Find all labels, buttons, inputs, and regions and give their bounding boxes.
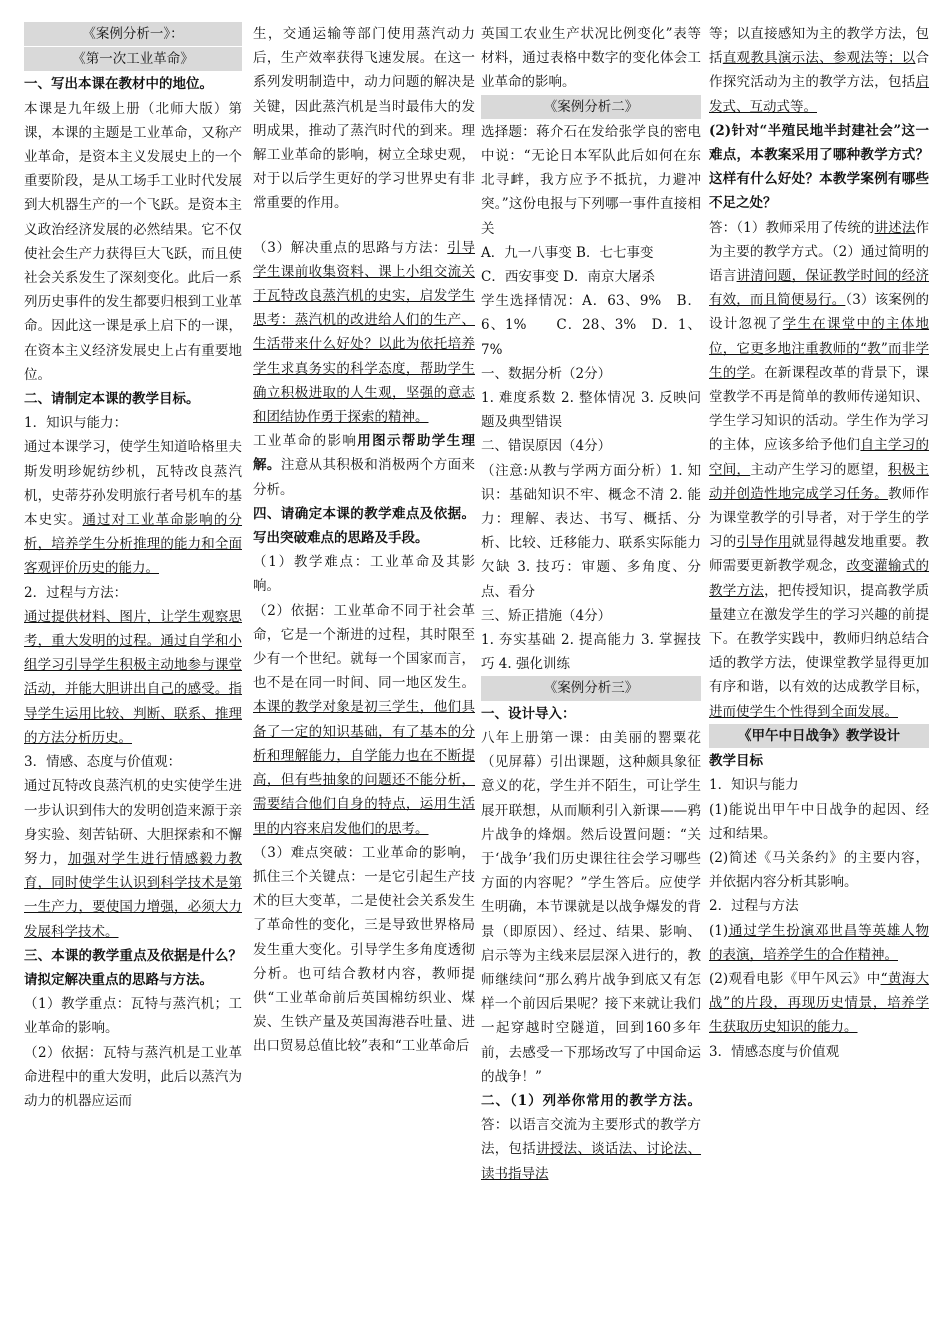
goal-heading: 3．情感、态度与价值观： [24, 754, 182, 771]
objective-heading: 2．过程与方法 [709, 898, 799, 915]
section-heading: 二、错误原因（4分） [481, 438, 612, 455]
paragraph: （1）教学难点：工业革命及其影响。 [253, 554, 475, 595]
question-2: 二、请制定本课的教学目标。 [24, 391, 200, 408]
paragraph: （3）解决重点的思路与方法：引导学生课前收集资料、课上小组交流关于瓦特改良蒸汽机的史实，启发学生思考：蒸汽机的改进给人们的生产、生活带来什么好处？以此为依托培养学生求真务实的科学态度，帮助学生确立积极进取的人生观，坚强的意志和团结协作勇于探索的精神。 [253, 239, 476, 426]
paragraph: （注意:从教与学两方面分析）1. 知识：基础知识不牢、概念不清 2. 能力：理解、表达、书写、概括、分析、比较、迁移能力、联系实际能力欠缺 3. 技巧：审题、多角度、分点、看分 [481, 462, 701, 600]
objective-heading: 3．情感态度与价值观 [709, 1043, 840, 1060]
paragraph: (2)观看电影《甲午风云》中“黄海大战”的片段，再现历史情景，培养学生获取历史知识的能力。 [709, 970, 930, 1036]
case1-title: 《案例分析一》： [24, 22, 242, 46]
case3-title: 《案例分析三》 [481, 676, 701, 700]
objectives-heading: 教学目标 [709, 753, 763, 770]
question-1: 一、设计导入： [481, 705, 576, 722]
paragraph: (1)通过学生扮演邓世昌等英雄人物的表演，培养学生的合作精神。 [709, 922, 929, 963]
question: (2)针对“半殖民地半封建社会”这一难点，本教案采用了哪种教学方式？这样有什么好处？本教学案例有哪些不足之处？ [709, 122, 929, 212]
question-3: 三、本课的教学重点及依据是什么？请拟定解决重点的思路与方法。 [24, 947, 242, 988]
objective-heading: 1．知识与能力 [709, 777, 799, 794]
paragraph: （2）依据：工业革命不同于社会革命，它是一个渐进的过程，其时限至少有一个世纪。就每一个国家而言，也不是在同一时间、同一地区发生。本课的教学对象是初三学生，他们具备了一定的知识基础，有了基本的分析和理解能力，自学能力也在不断提高，但有些抽象的问题还不能分析，需要结合他们自身的特点，运用生活里的内容来启发他们的思考。 [253, 602, 475, 837]
paragraph: 本课是九年级上册（北师大版）第课，本课的主题是工业革命，又称产业革命，是资本主义发展史上的一个重要阶段，是从工场手工业时代发展到大机器生产的一个飞跃。是资本主义政治经济发展的必然结果。它不仅使社会生产力获得巨大飞跃，而且使社会关系发生了深刻变化。此后一系列历史事件的发生都要归根到工业革命。因此这一课是承上启下的一课，在资本主义经济发展史上占有重要地位。 [24, 100, 242, 383]
question-4: 四、请确定本课的教学难点及依据。写出突破难点的思路及手段。 [253, 505, 475, 547]
question-1: 一、写出本课在教材中的地位。 [24, 76, 213, 93]
paragraph: 答：（1）教师采用了传统的讲述法作为主要的教学方式。（2）通过简明的语言讲清问题，保证教学时间的经济有效，而且简便易行。（3）该案例的设计忽视了学生在课堂中的主体地位，它更多地注重教师的“教”而非学生的学。在新课程改革的背景下，课堂教学不再是简单的教师传递知识、学生学习知识的活动。学生作为学习的主体，应该多给予他们自主学习的空间，主动产生学习的愿望，积极主动并创造性地完成学习任务。教师作为课堂教学的引导者，对于学生的学习的引导作用就显得越发地重要。教师需要更新教学观念，改变灌输式的教学方法，把传授知识，提高教学质量建立在激发学生的学习兴趣的前提下。在教学实践中，教师归纳总结合适的教学方法，使课堂教学显得更加有序和谐，以有效的达成教学目标，进而使学生个性得到全面发展。 [709, 219, 930, 720]
section-heading: 一、数据分析（2分） [481, 365, 612, 382]
paragraph: 1. 夯实基础 2. 提高能力 3. 掌握技巧 4. 强化训练 [481, 632, 701, 673]
case1-subtitle: 《第一次工业革命》 [24, 47, 242, 71]
goal-heading: 2．过程与方法： [24, 584, 128, 601]
paragraph: 学生选择情况：A．63、9% B．6、1% C．28、3% D．1、7% [481, 293, 701, 358]
column-2 [253, 22, 475, 1059]
paragraph: 通过提供材料、图片，让学生观察思考，重大发明的过程。通过自学和小组学习引导学生积极主动地参与课堂活动，并能大胆讲出自己的感受。指导学生运用比较、判断、联系、推理的方法分析历史。 [24, 608, 242, 746]
lesson-title: 《甲午中日战争》教学设计 [709, 724, 929, 748]
paragraph: 生，交通运输等部门使用蒸汽动力后，生产效率获得飞速发展。在这一系列发明制造中，动力问题的解决是关键，因此蒸汽机是当时最伟大的发明成果，推动了蒸汽时代的到来。理解工业革命的影响，树立全球史观，对于以后学生更好的学习世界史有非常重要的作用。 [253, 26, 475, 212]
column-3 [481, 22, 701, 1186]
paragraph: 选择题：蒋介石在发给张学良的密电中说：“无论日本军队此后如何在东北寻衅，我方应予不抵抗，力避冲突。”这份电报与下列哪一事件直接相关 A．九一八事变 B．七七事变 C．西安事变 D．南京大屠杀 [481, 123, 701, 286]
paragraph: 二、（1）列举你常用的教学方法。 答：以语言交流为主要形式的教学方法，包括讲授法、谈话法、讨论法、读书指导法 [481, 1092, 702, 1182]
case2-title: 《案例分析二》 [481, 95, 701, 119]
paragraph: （2）依据：瓦特与蒸汽机是工业革命进程中的重大发明，此后以蒸汽为动力的机器应运而 [24, 1044, 242, 1109]
paragraph: 1. 难度系数 2. 整体情况 3. 反映问题及典型错误 [481, 390, 701, 431]
paragraph: 工业革命的影响用图示帮助学生理解。注意从其积极和消极两个方面来分析。 [253, 433, 476, 498]
paragraph: 通过本课学习，使学生知道哈格里夫斯发明珍妮纺纱机，瓦特改良蒸汽机，史蒂芬孙发明旅行者号机车的基本史实。通过对工业革命影响的分析，培养学生分析推理的能力和全面客观评价历史的能力。 [24, 439, 243, 577]
paragraph: 通过瓦特改良蒸汽机的史实使学生进一步认识到伟大的发明创造来源于亲身实验、刻苦钻研、大胆探索和不懈努力，加强对学生进行情感毅力教育，同时使学生认识到科学技术是第一生产力，要使国力增强，必须大力发展科学技术。 [24, 778, 243, 940]
paragraph: (1)能说出甲午中日战争的起因、经过和结果。 [709, 801, 929, 842]
paragraph: （3）难点突破：工业革命的影响，抓住三个关键点：一是它引起生产技术的巨大变革，二是使社会关系发生了革命性的变化，三是导致世界格局发生重大变化。引导学生多角度透彻分析。也可结合教材内容，教师提供“工业革命前后英国棉纺织业、煤炭、生铁产量及英国海港吞吐量、进出口贸易总值比较”表和“工业革命后 [253, 844, 475, 1055]
paragraph: 英国工农业生产状况比例变化”表等材料，通过表格中数字的变化体会工业革命的影响。 [481, 26, 701, 91]
paragraph: （1）教学重点：瓦特与蒸汽机；工业革命的影响。 [24, 996, 242, 1037]
paragraph: 八年上册第一课：由美丽的罂粟花（见屏幕）引出课题，这种颇具象征意义的花，学生并不陌生，可让学生展开联想，从而顺利引入新课——鸦片战争的烽烟。然后设置问题：“关于‘战争’我们历史课往往会学习哪些方面的内容呢？”学生答后。应使学生明确，本节课就是以战争爆发的背景（即原因）、经过、结果、影响、启示等为主线来层层深入进行的，教师继续问“那么鸦片战争到底又有怎样一个前因后果呢？接下来就让我们一起穿越时空隧道，回到160多年前，去感受一下那场改写了中国命运的战争！” [481, 729, 701, 1085]
paragraph: (2)简述《马关条约》的主要内容，并依据内容分析其影响。 [709, 849, 929, 891]
section-heading: 三、矫正措施（4分） [481, 607, 612, 624]
column-1 [24, 22, 242, 1113]
column-4 [709, 22, 929, 1064]
paragraph: 等；以直接感知为主的教学方法，包括直观教具演示法、参观法等；以合作探究活动为主的教学方法，包括启发式、互动式等。 [709, 26, 930, 115]
goal-heading: 1．知识与能力： [24, 415, 128, 432]
